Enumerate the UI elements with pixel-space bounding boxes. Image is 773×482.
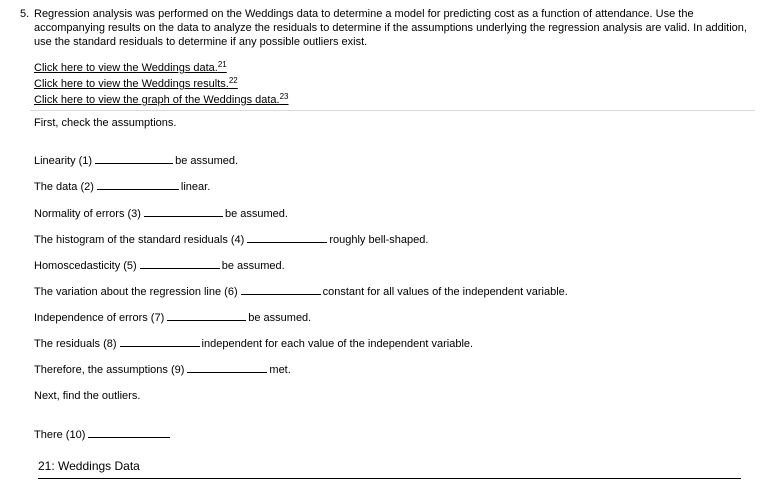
- assumption-line-6: The variation about the regression line (6) constant for all values of the independent variable.: [34, 286, 568, 298]
- assumption-line-5: Homoscedasticity (5) be assumed.: [34, 260, 285, 272]
- link-ref: 22: [228, 76, 238, 85]
- assumption-line-1: Linearity (1) be assumed.: [34, 155, 239, 167]
- resource-links: [34, 60, 289, 108]
- answer-blank-9[interactable]: [187, 363, 267, 373]
- answer-blank-2[interactable]: [97, 180, 179, 190]
- footer-caption: 21: Weddings Data: [38, 459, 140, 473]
- assumption-line-8: The residuals (8) independent for each value of the independent variable.: [34, 338, 474, 350]
- answer-blank-5[interactable]: [140, 259, 220, 269]
- outliers-intro: Next, find the outliers.: [34, 390, 141, 402]
- answer-blank-7[interactable]: [167, 311, 246, 321]
- answer-blank-1[interactable]: [95, 154, 173, 164]
- answer-blank-3[interactable]: [144, 207, 223, 217]
- weddings-data-link[interactable]: Click here to view the Weddings data.$^{21}$: [34, 60, 227, 74]
- answer-blank-8[interactable]: [120, 337, 200, 347]
- divider: [30, 110, 755, 111]
- intro-text: First, check the assumptions.: [34, 117, 177, 129]
- question-text: Regression analysis was performed on the Weddings data to determine a model for predicting cost as a function of attendance. Use the accompanying results on the data to analyze the residuals to determine if the assumptions underlying the regression analysis are valid. In addition, use the standard residuals to determine if any possible outliers exist.: [34, 8, 747, 48]
- outlier-line-10: There (10): [34, 428, 172, 441]
- assumption-line-3: Normality of errors (3) be assumed.: [34, 208, 288, 220]
- link-ref: 23: [279, 92, 289, 101]
- assumption-line-4: The histogram of the standard residuals (4) roughly bell-shaped.: [34, 234, 429, 246]
- link-ref: 21: [217, 60, 227, 69]
- question-number: 5.: [20, 8, 30, 20]
- weddings-results-link[interactable]: Click here to view the Weddings results.$^{22}$: [34, 76, 238, 90]
- assumption-line-7: Independence of errors (7) be assumed.: [34, 312, 312, 324]
- assumption-line-9: Therefore, the assumptions (9) met.: [34, 364, 291, 376]
- assumption-line-2: The data (2) linear.: [34, 181, 211, 193]
- weddings-graph-link[interactable]: Click here to view the graph of the Weddings data.$^{23}$: [34, 92, 289, 106]
- footer-rule: [38, 478, 741, 479]
- answer-blank-10[interactable]: [88, 428, 170, 438]
- answer-blank-4[interactable]: [247, 233, 327, 243]
- answer-blank-6[interactable]: [241, 285, 321, 295]
